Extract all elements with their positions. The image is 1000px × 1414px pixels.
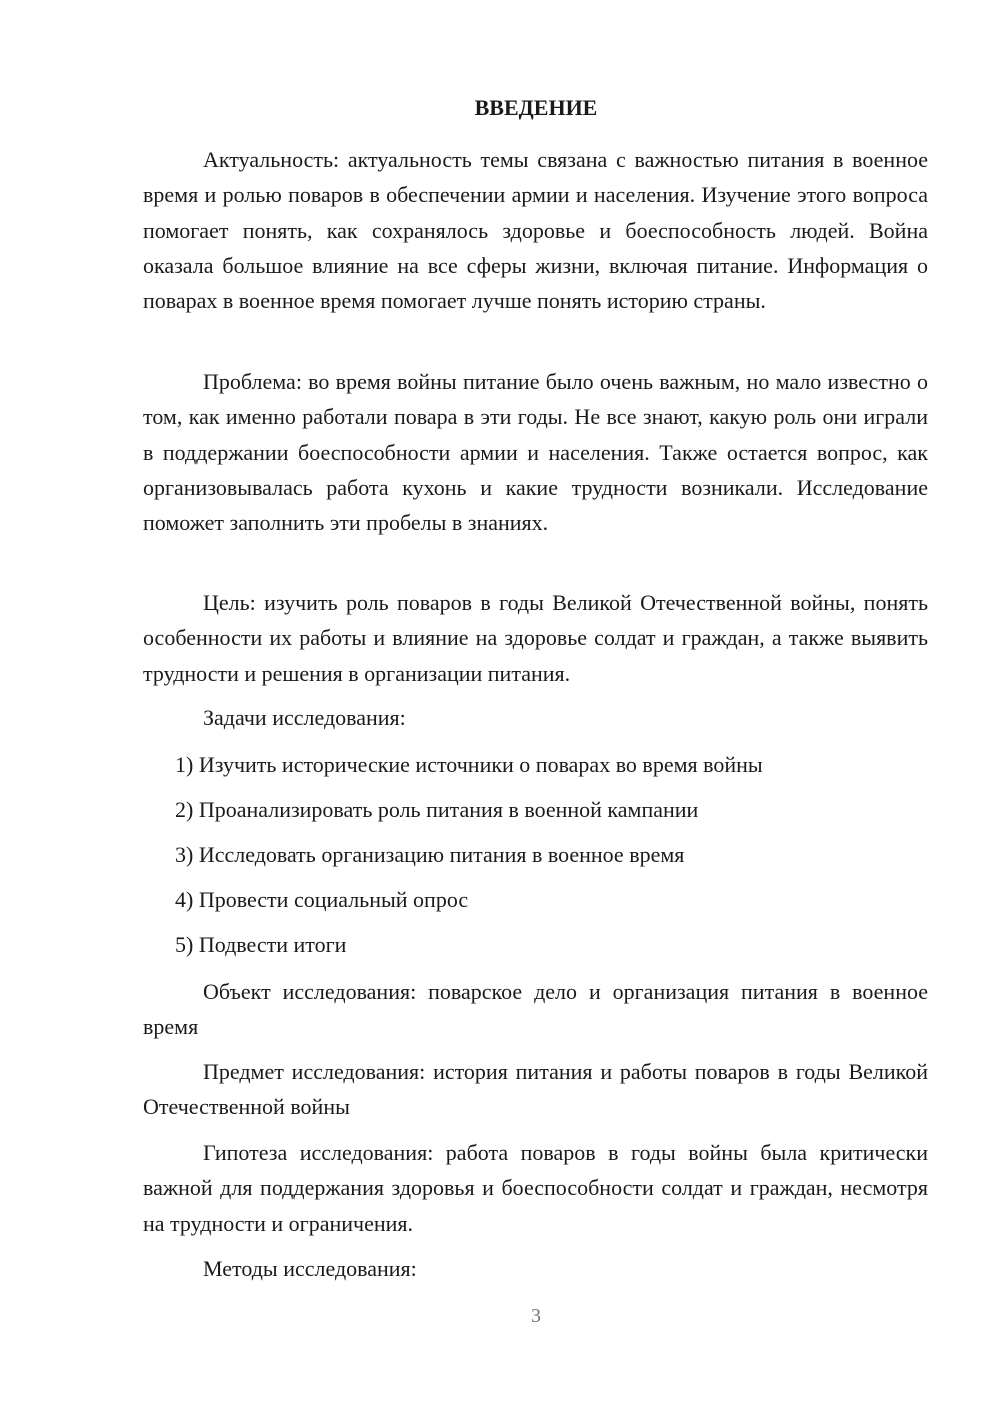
paragraph-goal: Цель: изучить роль поваров в годы Великой Отечественной войны, понять особенности их работы и влияние на здоровье солдат и граждан, а также выявить трудности и решения в организации питания.: [143, 590, 928, 686]
paragraph-subject: Предмет исследования: история питания и работы поваров в годы Великой Отечественной войны: [143, 1059, 928, 1120]
tasks-heading: Задачи исследования:: [203, 705, 406, 730]
task-item: 1) Изучить исторические источники о поварах во время войны: [175, 752, 763, 777]
paragraph-object: Объект исследования: поварское дело и организация питания в военное время: [143, 979, 928, 1040]
paragraph-relevance: Актуальность: актуальность темы связана с важностью питания в военное время и ролью поваров в обеспечении армии и населения. Изучение этого вопроса помогает понять, как сохранялось здоровье и боеспособность людей. Война оказала большое влияние на все сферы жизни, включая питание. Информация о поварах в военное время помогает лучше понять историю страны.: [143, 147, 928, 314]
paragraph-problem: Проблема: во время войны питание было очень важным, но мало известно о том, как именно работали повара в эти годы. Не все знают, какую роль они играли в поддержании боеспособности армии и населения. Также остается вопрос, как организовывалась работа кухонь и какие трудности возникали. Исследование поможет заполнить эти пробелы в знаниях.: [143, 369, 928, 536]
methods-heading: Методы исследования:: [203, 1256, 417, 1281]
task-item: 4) Провести социальный опрос: [175, 887, 469, 912]
page-number: 3: [531, 1305, 541, 1327]
task-item: 3) Исследовать организацию питания в военное время: [175, 842, 685, 867]
task-item: 2) Проанализировать роль питания в военной кампании: [175, 797, 699, 822]
section-title: ВВЕДЕНИЕ: [474, 95, 598, 120]
paragraph-hypothesis: Гипотеза исследования: работа поваров в годы войны была критически важной для поддержания здоровья и боеспособности солдат и граждан, несмотря на трудности и ограничения.: [143, 1140, 928, 1236]
task-item: 5) Подвести итоги: [175, 932, 347, 957]
